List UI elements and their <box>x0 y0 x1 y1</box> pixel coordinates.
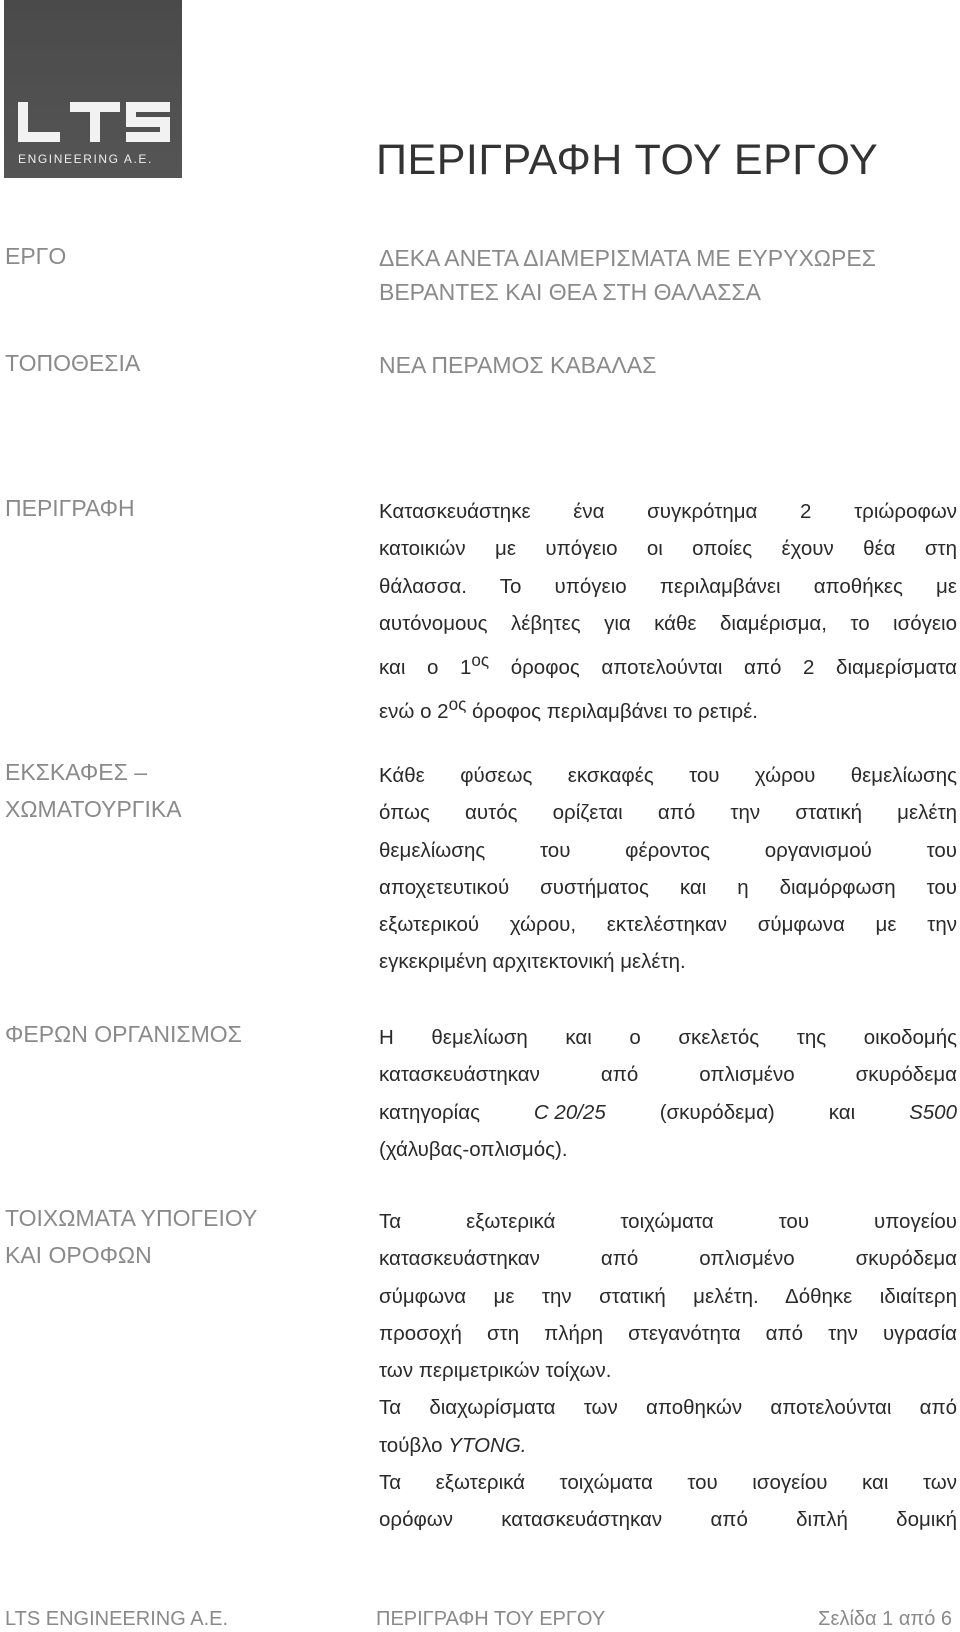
label-ferwn: ΦΕΡΩΝ ΟΡΓΑΝΙΣΜΟΣ <box>5 1021 242 1047</box>
text-span: τούβλο <box>379 1433 449 1457</box>
text-line: (χάλυβας-οπλισμός). <box>379 1137 568 1161</box>
label-toixwmata-line2: ΚΑΙ ΟΡΟΦΩΝ <box>5 1242 152 1268</box>
perigrafi-text <box>379 493 957 730</box>
value-ergo <box>379 241 949 309</box>
text-line: Τα εξωτερικά τοιχώματα του ισογείου και των <box>379 1471 957 1495</box>
text-line <box>379 686 957 730</box>
label-perigrafi: ΠΕΡΙΓΡΑΦΗ <box>5 495 135 521</box>
text-line: Τα εξωτερικά τοιχώματα του υπογείου <box>379 1210 957 1233</box>
text-span: όροφος περιλαμβάνει το ρετιρέ. <box>466 700 758 724</box>
text-line: κατοικιών με υπόγειο οι οποίες έχουν θέα στη <box>379 537 957 561</box>
label-ekskafes-line1: ΕΚΣΚΑΦΕΣ – <box>5 759 148 785</box>
value-ergo-line2: ΒΕΡΑΝΤΕΣ ΚΑΙ ΘΕΑ ΣΤΗ ΘΑΛΑΣΣΑ <box>379 279 761 305</box>
toixwmata-text <box>379 1203 957 1539</box>
text-line: εγκεκριμένη αρχιτεκτονική μελέτη. <box>379 950 686 974</box>
ekskafes-text <box>379 757 957 981</box>
label-toixwmata <box>5 1200 335 1274</box>
footer-title: ΠΕΡΙΓΡΑΦΗ ΤΟΥ ΕΡΓΟΥ <box>376 1608 606 1630</box>
text-line: ορόφων κατασκευάστηκαν από διπλή δομική <box>379 1508 957 1532</box>
text-line: Κατασκευάστηκε ένα συγκρότημα 2 τριώροφων <box>379 500 957 523</box>
footer-page-number: Σελίδα 1 από 6 <box>818 1608 952 1630</box>
ordinal-suffix: ος <box>448 695 467 715</box>
text-line: αυτόνομους λέβητες για κάθε διαμέρισμα, το ισόγειο <box>379 611 957 635</box>
value-topothesia: ΝΕΑ ΠΕΡΑΜΟΣ ΚΑΒΑΛΑΣ <box>379 352 657 378</box>
text-line <box>379 1427 957 1464</box>
text-line <box>379 1094 957 1131</box>
label-ekskafes-line2: ΧΩΜΑΤΟΥΡΓΙΚΑ <box>5 796 182 822</box>
text-line: Τα διαχωρίσματα των αποθηκών αποτελούνται από <box>379 1396 957 1420</box>
text-line: κατασκευάστηκαν από οπλισμένο σκυρόδεμα <box>379 1247 957 1271</box>
text-line: Κάθε φύσεως εκσκαφές του χώρου θεμελίωσης <box>379 764 957 787</box>
brick-brand: YTONG. <box>448 1433 527 1457</box>
label-toixwmata-line1: ΤΟΙΧΩΜΑΤΑ ΥΠΟΓΕΙΟΥ <box>5 1205 258 1231</box>
text-line: προσοχή στη πλήρη στεγανότητα από την υγρασία <box>379 1321 957 1345</box>
text-span: (σκυρόδεμα) <box>659 1100 775 1124</box>
text-line <box>379 642 957 686</box>
text-line: θάλασσα. Το υπόγειο περιλαμβάνει αποθήκες με <box>379 574 957 598</box>
label-topothesia: ΤΟΠΟΘΕΣΙΑ <box>5 350 141 376</box>
text-line: των περιμετρικών τοίχων. <box>379 1359 612 1383</box>
document-title: ΠΕΡΙΓΡΑΦΗ ΤΟΥ ΕΡΓΟΥ <box>376 136 879 184</box>
text-span: όροφος αποτελούνται από 2 διαμερίσματα <box>489 656 957 680</box>
text-line: εξωτερικού χώρου, εκτελέστηκαν σύμφωνα με την <box>379 913 957 937</box>
company-logo <box>4 0 182 178</box>
text-line: θεμελίωσης του φέροντος οργανισμού του <box>379 838 957 862</box>
text-span: κατηγορίας <box>379 1100 480 1124</box>
text-line: αποχετευτικού συστήματος και η διαμόρφωση του <box>379 875 957 899</box>
value-ergo-line1: ΔΕΚΑ ΑΝΕΤΑ ΔΙΑΜΕΡΙΣΜΑΤΑ ΜΕ ΕΥΡΥΧΩΡΕΣ <box>379 245 876 271</box>
text-span: και <box>828 1100 856 1124</box>
text-line: Η θεμελίωση και ο σκελετός της οικοδομής <box>379 1026 957 1049</box>
steel-class: S500 <box>909 1100 957 1124</box>
text-line: κατασκευάστηκαν από οπλισμένο σκυρόδεμα <box>379 1063 957 1087</box>
label-ekskafes <box>5 754 335 828</box>
lts-logo-mark <box>16 100 172 144</box>
footer-company: LTS ENGINEERING A.E. <box>5 1608 229 1630</box>
concrete-class: C 20/25 <box>533 1100 606 1124</box>
text-span: και ο 1 <box>379 656 472 680</box>
label-ergo: ΕΡΓΟ <box>5 243 67 269</box>
ferwn-text <box>379 1019 957 1168</box>
logo-subtitle: ENGINEERING A.E. <box>18 152 153 166</box>
text-line: όπως αυτός ορίζεται από την στατική μελέτη <box>379 801 957 825</box>
text-span: ενώ ο 2 <box>379 700 449 724</box>
ordinal-suffix: ος <box>471 651 490 671</box>
text-line: σύμφωνα με την στατική μελέτη. Δόθηκε ιδιαίτερη <box>379 1284 957 1308</box>
